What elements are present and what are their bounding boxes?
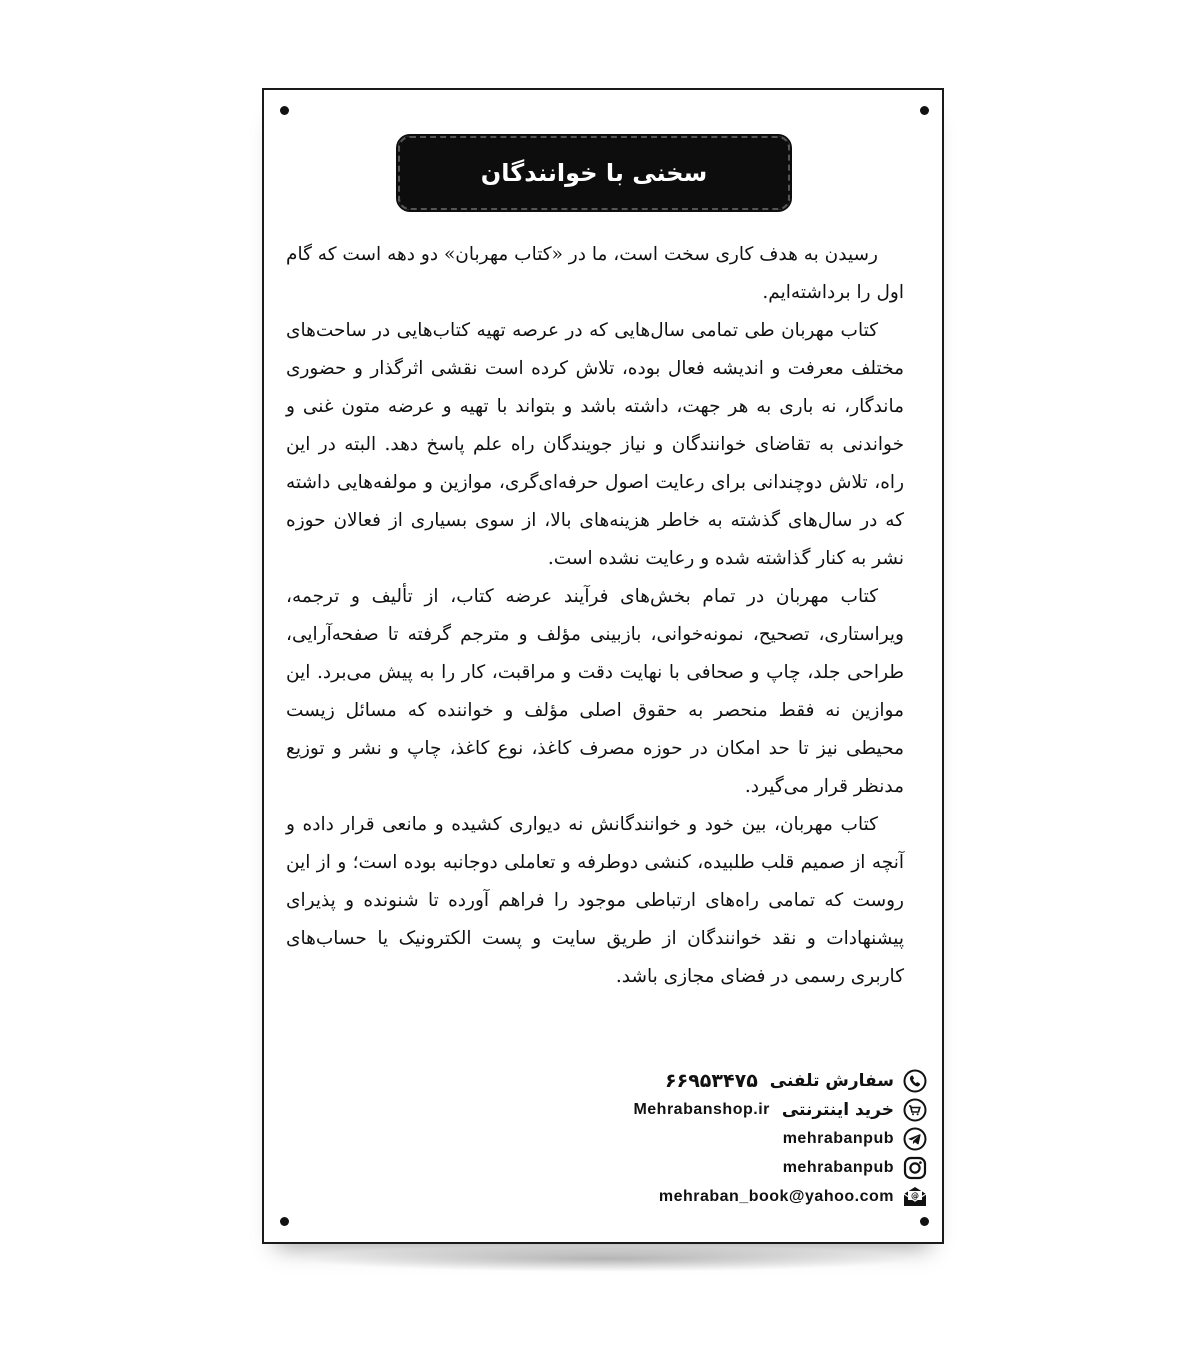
shop-label: خرید اینترنتی: [781, 1099, 894, 1120]
email-address[interactable]: mehraban_book@yahoo.com: [658, 1187, 894, 1205]
shop-link[interactable]: Mehrabanshop.ir: [633, 1100, 770, 1118]
body-text: [286, 236, 904, 996]
corner-dot-icon: [280, 1217, 289, 1226]
contact-email: [428, 1182, 928, 1211]
svg-text:@: @: [911, 1191, 919, 1200]
phone-icon: [902, 1068, 928, 1094]
title-banner: [398, 136, 790, 210]
readers-note-card: [262, 88, 944, 1244]
telegram-icon: [902, 1126, 928, 1152]
card-shadow: [300, 1246, 910, 1272]
page-title: سخنی با خوانندگان: [480, 159, 708, 187]
mail-icon: [902, 1184, 928, 1210]
corner-dot-icon: [920, 106, 929, 115]
paragraph: کتاب مهربان، بین خود و خوانندگانش نه دیواری کشیده و مانعی قرار داده و آنچه از صمیم قلب طلبیده، کنشی دوطرفه و تعاملی دوجانبه بوده است؛ و از این روست که تمامی راه‌های ارتباطی موجود را فراهم آورده تا شنونده و پذیرای پیشنهادات و نقد خوانندگان از طریق سایت و پست الکترونیک یا حساب‌های کاربری رسمی در فضای مجازی باشد.: [286, 814, 904, 987]
telegram-handle[interactable]: mehrabanpub: [782, 1129, 894, 1147]
instagram-handle[interactable]: mehrabanpub: [782, 1158, 894, 1176]
contact-shop: [428, 1095, 928, 1124]
contact-telegram: [428, 1124, 928, 1153]
paragraph: رسیدن به هدف کاری سخت است، ما در «کتاب مهربان» دو دهه است که گام اول را برداشته‌ایم.: [286, 244, 904, 303]
phone-label: سفارش تلفنی: [769, 1070, 894, 1091]
paragraph: کتاب مهربان در تمام بخش‌های فرآیند عرضه کتاب، از تألیف و ترجمه، ویراستاری، تصحیح، نمونه‌خوانی، بازبینی مؤلف‌ و مترجم گرفته تا صفحه‌آرایی، طراحی جلد، چاپ و صحافی با نهایت دقت و مراقبت، کار را به پیش می‌برد. این موازین نه فقط منحصر به حقوق اصلی مؤلف و خواننده که مسائل زیست محیطی نیز تا حد امکان در حوزه مصرف کاغذ، نوع کاغذ، چاپ و نشر و توزیع مدنظر قرار می‌گیرد.: [286, 586, 904, 797]
contact-list: [428, 1066, 928, 1211]
contact-instagram: [428, 1153, 928, 1182]
contact-phone: [428, 1066, 928, 1095]
paragraph: کتاب مهربان طی تمامی سال‌هایی که در عرصه‌ تهیه کتاب‌هایی در ساحت‌های مختلف معرفت و اندیشه فعال بوده، تلاش کرده است نقشی اثرگذار و حضوری ماندگار، نه باری به هر جهت، داشته باشد و بتواند با تهیه‌ و عرضه متون‌ غنی و خواندنی به تقاضای خوانندگان و نیاز جویندگان راه علم پاسخ دهد. البته در این راه، تلاش دوچندانی برای رعایت اصول حرفه‌ای‌گری، موازین و مولفه‌هایی داشته که در سال‌های گذشته به خاطر هزینه‌های بالا، از سوی بسیاری از فعالان حوزه نشر به کنار گذاشته شده و رعایت نشده است.: [286, 320, 904, 569]
corner-dot-icon: [920, 1217, 929, 1226]
instagram-icon: [902, 1155, 928, 1181]
phone-number[interactable]: ۶۶۹۵۳۴۷۵: [665, 1069, 758, 1092]
cart-icon: [902, 1097, 928, 1123]
corner-dot-icon: [280, 106, 289, 115]
